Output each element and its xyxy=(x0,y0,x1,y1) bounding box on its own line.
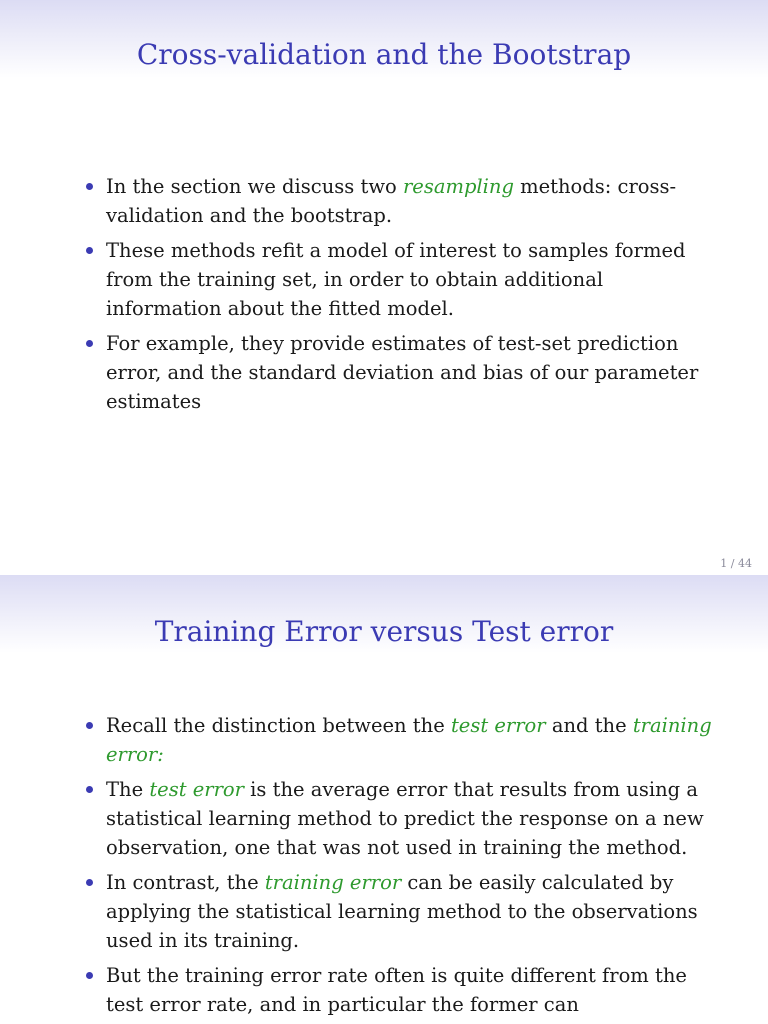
bullet-text: The xyxy=(106,778,150,801)
bullet-text: In the section we discuss two xyxy=(106,175,403,198)
bullet-text: Recall the distinction between the xyxy=(106,714,451,737)
bullet-item xyxy=(84,236,724,323)
bullet-dot-icon xyxy=(86,340,93,347)
bullet-item xyxy=(84,172,724,230)
bullet-text: and the xyxy=(545,714,633,737)
bullet-text: methods: cross-validation and the bootstrap. xyxy=(106,175,677,227)
bullet-text: In contrast, the xyxy=(106,871,265,894)
bullet-item xyxy=(84,329,724,416)
slide-title: Cross-validation and the Bootstrap xyxy=(136,38,632,71)
bullet-text: But the training error rate often is quite different from the test error rate, and in particular the former can xyxy=(106,964,687,1016)
bullet-text: For example, they provide estimates of test-set prediction error, and the standard deviation and bias of our parameter estimates xyxy=(106,332,699,413)
bullet-dot-icon xyxy=(86,786,93,793)
bullet-dot-icon xyxy=(86,972,93,979)
bullet-dot-icon xyxy=(86,183,93,190)
highlighted-term: test error xyxy=(149,778,244,801)
bullet-item xyxy=(84,868,724,955)
bullet-item xyxy=(84,775,724,862)
bullet-dot-icon xyxy=(86,247,93,254)
bullet-list xyxy=(84,711,724,1024)
highlighted-term: training error: xyxy=(106,714,712,766)
bullet-list xyxy=(84,172,724,422)
bullet-item xyxy=(84,711,724,769)
highlighted-term: training error xyxy=(264,871,402,894)
highlighted-term: resampling xyxy=(402,175,514,198)
bullet-item xyxy=(84,961,724,1019)
bullet-dot-icon xyxy=(86,722,93,729)
bullet-text: These methods refit a model of interest to samples formed from the training set, in order to obtain additional information about the fitted model. xyxy=(106,239,686,320)
slide-title: Training Error versus Test error xyxy=(154,615,614,648)
page-number: 1 / 44 xyxy=(720,557,752,570)
bullet-text: can be easily calculated by applying the statistical learning method to the observations used in its training. xyxy=(106,871,698,952)
slide-2 xyxy=(0,575,768,1024)
bullet-dot-icon xyxy=(86,879,93,886)
bullet-text: is the average error that results from using a statistical learning method to predict the response on a new observation, one that was not used in training the method. xyxy=(106,778,704,859)
highlighted-term: test error xyxy=(450,714,546,737)
